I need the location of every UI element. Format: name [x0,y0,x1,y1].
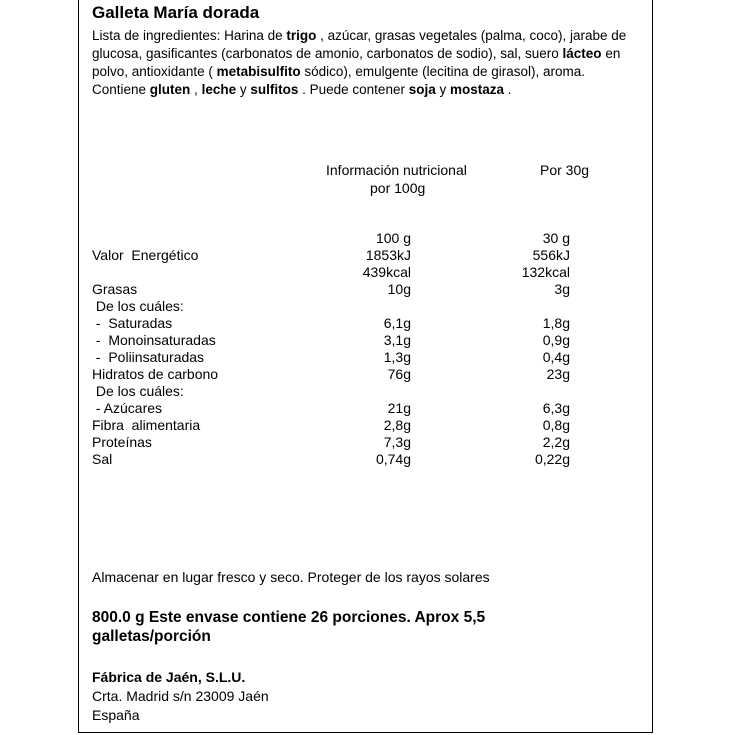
value-per-100g: 1853kJ [365,247,411,263]
header-per-100-line1: Información nutricional [326,162,467,178]
value-per-100g: 7,3g [383,434,411,450]
nutrient-label: Sal [92,451,113,467]
value-per-100g: 2,8g [383,417,411,433]
nutrient-label: - Saturadas [92,315,173,331]
value-per-100g: 10g [387,281,411,297]
value-per-30g: 132kcal [521,264,570,280]
ingredients-text: y [435,82,450,97]
ingredients-text: , azúcar, grasas vegetales (palma, coco), jarabe de glucosa, gasificantes (carbonatos de amonio, carbonatos de sodio), sal, suero [92,28,627,61]
value-per-30g: 1,8g [542,315,570,331]
nutrient-label: - Azúcares [92,400,163,416]
company-address: Crta. Madrid s/n 23009 Jaén [92,688,269,704]
header-per-30: Por 30g [540,162,590,178]
allergen-text: lácteo [562,46,602,61]
nutrient-label: Hidratos de carbono [92,366,219,382]
value-per-100g: 439kcal [362,264,411,280]
value-per-30g: 2,2g [542,434,570,450]
nutrient-label: Valor Energético [92,247,199,263]
value-per-100g: 6,1g [383,315,411,331]
value-per-30g: 23g [546,366,570,382]
subheader-100g: 100 g [375,230,411,246]
value-per-30g: 0,8g [542,417,570,433]
product-title: Galleta María dorada [92,3,260,22]
value-per-30g: 0,9g [542,332,570,348]
ingredients-text: en polvo, antioxidante ( [92,46,621,79]
value-per-100g: 3,1g [383,332,411,348]
portion-line-1: 800.0 g Este envase contiene 26 porciones. Aprox 5,5 [92,609,486,626]
ingredients-text: , [190,82,202,97]
allergen-text: soja [408,82,436,97]
allergen-text: sulfitos [250,82,299,97]
header-per-100-line2: por 100g [370,180,426,196]
nutrient-label: Proteínas [92,434,152,450]
company-country: España [92,707,140,723]
nutrient-label: - Poliinsaturadas [92,349,205,365]
value-per-30g: 0,4g [542,349,570,365]
ingredients-text: y [236,82,251,97]
company-name: Fábrica de Jaén, S.L.U. [92,669,246,685]
nutrient-label: Fibra alimentaria [92,417,201,433]
ingredients-text: . Puede contener [298,82,409,97]
value-per-30g: 6,3g [542,400,570,416]
subheader-30g: 30 g [542,230,570,246]
value-per-30g: 3g [554,281,570,297]
allergen-text: metabisulfito [216,64,301,79]
ingredients-text: sódico), emulgente (lecitina de girasol), aroma. Contiene [92,64,585,97]
value-per-100g: 21g [387,400,411,416]
portion-line-2: galletas/porción [92,628,211,645]
nutrient-label: De los cuáles: [92,298,184,314]
nutrient-label: Grasas [92,281,138,297]
allergen-text: leche [201,82,237,97]
allergen-text: trigo [286,28,317,43]
storage-text: Almacenar en lugar fresco y seco. Proteger de los rayos solares [92,569,490,585]
nutrient-label: De los cuáles: [92,383,184,399]
nutrient-label: - Monoinsaturadas [92,332,216,348]
ingredients-text: Lista de ingredientes: Harina de [92,28,287,43]
allergen-text: mostaza [449,82,505,97]
value-per-100g: 0,74g [375,451,411,467]
value-per-30g: 0,22g [534,451,570,467]
value-per-100g: 76g [387,366,411,382]
allergen-text: gluten [149,82,191,97]
ingredients-list [92,27,637,99]
value-per-30g: 556kJ [532,247,570,263]
value-per-100g: 1,3g [383,349,411,365]
ingredients-text: . [504,82,512,97]
